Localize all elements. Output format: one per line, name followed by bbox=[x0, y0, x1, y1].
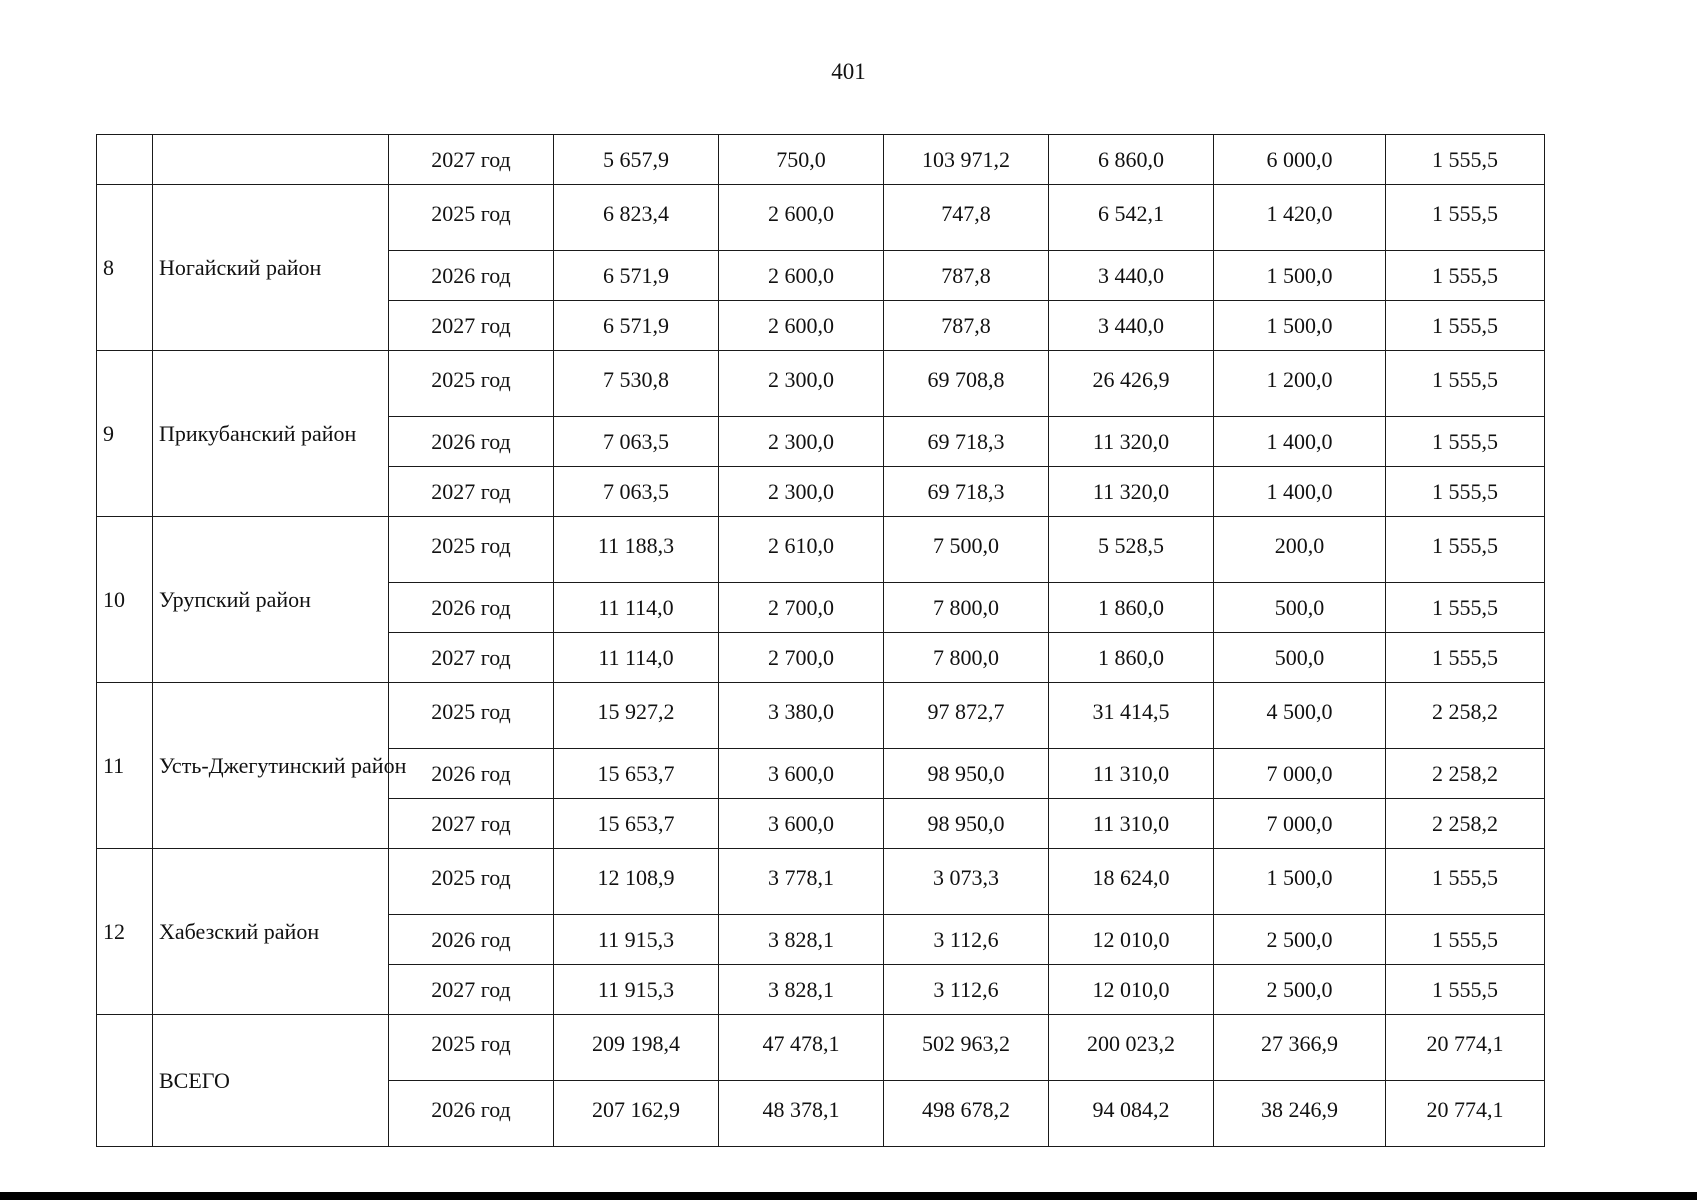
year-cell: 2027 год bbox=[389, 467, 554, 517]
value-cell: 6 860,0 bbox=[1049, 135, 1214, 185]
value-cell: 11 310,0 bbox=[1049, 749, 1214, 799]
year-cell: 2025 год bbox=[389, 517, 554, 583]
district-name-cell: Ногайский район bbox=[153, 185, 389, 351]
value-cell: 750,0 bbox=[719, 135, 884, 185]
value-cell: 27 366,9 bbox=[1214, 1015, 1386, 1081]
value-cell: 1 555,5 bbox=[1386, 517, 1545, 583]
value-cell: 7 063,5 bbox=[554, 467, 719, 517]
value-cell: 3 778,1 bbox=[719, 849, 884, 915]
value-cell: 1 555,5 bbox=[1386, 849, 1545, 915]
value-cell: 2 700,0 bbox=[719, 633, 884, 683]
value-cell: 1 555,5 bbox=[1386, 467, 1545, 517]
value-cell: 1 400,0 bbox=[1214, 467, 1386, 517]
value-cell: 48 378,1 bbox=[719, 1081, 884, 1147]
value-cell: 11 114,0 bbox=[554, 583, 719, 633]
value-cell: 7 500,0 bbox=[884, 517, 1049, 583]
value-cell: 11 188,3 bbox=[554, 517, 719, 583]
value-cell: 2 300,0 bbox=[719, 351, 884, 417]
value-cell: 207 162,9 bbox=[554, 1081, 719, 1147]
value-cell: 1 500,0 bbox=[1214, 251, 1386, 301]
value-cell: 7 530,8 bbox=[554, 351, 719, 417]
value-cell: 6 542,1 bbox=[1049, 185, 1214, 251]
value-cell: 11 114,0 bbox=[554, 633, 719, 683]
value-cell: 1 500,0 bbox=[1214, 301, 1386, 351]
value-cell: 5 528,5 bbox=[1049, 517, 1214, 583]
year-cell: 2025 год bbox=[389, 351, 554, 417]
row-number-cell bbox=[97, 135, 153, 185]
year-cell: 2027 год bbox=[389, 633, 554, 683]
value-cell: 69 708,8 bbox=[884, 351, 1049, 417]
value-cell: 2 600,0 bbox=[719, 301, 884, 351]
year-cell: 2026 год bbox=[389, 583, 554, 633]
value-cell: 1 420,0 bbox=[1214, 185, 1386, 251]
value-cell: 1 400,0 bbox=[1214, 417, 1386, 467]
value-cell: 2 600,0 bbox=[719, 185, 884, 251]
value-cell: 1 555,5 bbox=[1386, 417, 1545, 467]
value-cell: 7 000,0 bbox=[1214, 749, 1386, 799]
value-cell: 98 950,0 bbox=[884, 799, 1049, 849]
row-number-cell: 10 bbox=[97, 517, 153, 683]
value-cell: 3 600,0 bbox=[719, 799, 884, 849]
value-cell: 18 624,0 bbox=[1049, 849, 1214, 915]
table-body bbox=[97, 135, 1545, 1147]
value-cell: 1 860,0 bbox=[1049, 583, 1214, 633]
value-cell: 1 555,5 bbox=[1386, 633, 1545, 683]
value-cell: 15 653,7 bbox=[554, 799, 719, 849]
value-cell: 200 023,2 bbox=[1049, 1015, 1214, 1081]
value-cell: 1 860,0 bbox=[1049, 633, 1214, 683]
value-cell: 787,8 bbox=[884, 301, 1049, 351]
value-cell: 502 963,2 bbox=[884, 1015, 1049, 1081]
value-cell: 1 500,0 bbox=[1214, 849, 1386, 915]
value-cell: 1 555,5 bbox=[1386, 965, 1545, 1015]
value-cell: 7 800,0 bbox=[884, 583, 1049, 633]
value-cell: 4 500,0 bbox=[1214, 683, 1386, 749]
value-cell: 3 380,0 bbox=[719, 683, 884, 749]
value-cell: 3 600,0 bbox=[719, 749, 884, 799]
value-cell: 20 774,1 bbox=[1386, 1015, 1545, 1081]
value-cell: 94 084,2 bbox=[1049, 1081, 1214, 1147]
value-cell: 15 653,7 bbox=[554, 749, 719, 799]
value-cell: 11 310,0 bbox=[1049, 799, 1214, 849]
year-cell: 2025 год bbox=[389, 1015, 554, 1081]
value-cell: 2 700,0 bbox=[719, 583, 884, 633]
row-number-cell: 8 bbox=[97, 185, 153, 351]
value-cell: 103 971,2 bbox=[884, 135, 1049, 185]
value-cell: 2 500,0 bbox=[1214, 915, 1386, 965]
page-number: 401 bbox=[831, 59, 866, 84]
value-cell: 12 010,0 bbox=[1049, 965, 1214, 1015]
year-cell: 2027 год bbox=[389, 799, 554, 849]
value-cell: 98 950,0 bbox=[884, 749, 1049, 799]
value-cell: 2 600,0 bbox=[719, 251, 884, 301]
value-cell: 12 010,0 bbox=[1049, 915, 1214, 965]
value-cell: 1 555,5 bbox=[1386, 351, 1545, 417]
table-row bbox=[97, 185, 1545, 251]
value-cell: 3 828,1 bbox=[719, 965, 884, 1015]
value-cell: 7 000,0 bbox=[1214, 799, 1386, 849]
value-cell: 7 800,0 bbox=[884, 633, 1049, 683]
value-cell: 6 823,4 bbox=[554, 185, 719, 251]
value-cell: 69 718,3 bbox=[884, 417, 1049, 467]
value-cell: 200,0 bbox=[1214, 517, 1386, 583]
table-row bbox=[97, 517, 1545, 583]
value-cell: 3 828,1 bbox=[719, 915, 884, 965]
district-name-cell bbox=[153, 135, 389, 185]
year-cell: 2026 год bbox=[389, 251, 554, 301]
value-cell: 6 000,0 bbox=[1214, 135, 1386, 185]
value-cell: 26 426,9 bbox=[1049, 351, 1214, 417]
year-cell: 2025 год bbox=[389, 849, 554, 915]
value-cell: 1 200,0 bbox=[1214, 351, 1386, 417]
value-cell: 11 320,0 bbox=[1049, 417, 1214, 467]
year-cell: 2026 год bbox=[389, 417, 554, 467]
value-cell: 20 774,1 bbox=[1386, 1081, 1545, 1147]
value-cell: 97 872,7 bbox=[884, 683, 1049, 749]
year-cell: 2025 год bbox=[389, 185, 554, 251]
value-cell: 1 555,5 bbox=[1386, 251, 1545, 301]
value-cell: 12 108,9 bbox=[554, 849, 719, 915]
district-name-cell: Прикубанский район bbox=[153, 351, 389, 517]
value-cell: 31 414,5 bbox=[1049, 683, 1214, 749]
district-name-cell: Хабезский район bbox=[153, 849, 389, 1015]
value-cell: 3 440,0 bbox=[1049, 251, 1214, 301]
value-cell: 3 112,6 bbox=[884, 915, 1049, 965]
table-row bbox=[97, 351, 1545, 417]
row-number-cell: 12 bbox=[97, 849, 153, 1015]
row-number-cell: 11 bbox=[97, 683, 153, 849]
value-cell: 3 112,6 bbox=[884, 965, 1049, 1015]
row-number-cell: 9 bbox=[97, 351, 153, 517]
district-name-cell: Урупский район bbox=[153, 517, 389, 683]
value-cell: 5 657,9 bbox=[554, 135, 719, 185]
value-cell: 787,8 bbox=[884, 251, 1049, 301]
value-cell: 1 555,5 bbox=[1386, 135, 1545, 185]
value-cell: 3 073,3 bbox=[884, 849, 1049, 915]
scan-bottom-edge bbox=[0, 1192, 1697, 1200]
year-cell: 2025 год bbox=[389, 683, 554, 749]
value-cell: 1 555,5 bbox=[1386, 583, 1545, 633]
value-cell: 500,0 bbox=[1214, 633, 1386, 683]
year-cell: 2027 год bbox=[389, 301, 554, 351]
value-cell: 1 555,5 bbox=[1386, 185, 1545, 251]
value-cell: 11 915,3 bbox=[554, 915, 719, 965]
value-cell: 7 063,5 bbox=[554, 417, 719, 467]
value-cell: 6 571,9 bbox=[554, 251, 719, 301]
district-name-cell: Усть-Джегутинский район bbox=[153, 683, 389, 849]
district-name-cell: ВСЕГО bbox=[153, 1015, 389, 1147]
value-cell: 498 678,2 bbox=[884, 1081, 1049, 1147]
value-cell: 2 300,0 bbox=[719, 417, 884, 467]
value-cell: 11 915,3 bbox=[554, 965, 719, 1015]
value-cell: 1 555,5 bbox=[1386, 301, 1545, 351]
value-cell: 500,0 bbox=[1214, 583, 1386, 633]
value-cell: 2 258,2 bbox=[1386, 749, 1545, 799]
table-row bbox=[97, 1015, 1545, 1081]
row-number-cell bbox=[97, 1015, 153, 1147]
value-cell: 2 610,0 bbox=[719, 517, 884, 583]
data-table bbox=[96, 134, 1545, 1147]
table-row bbox=[97, 683, 1545, 749]
year-cell: 2026 год bbox=[389, 749, 554, 799]
value-cell: 11 320,0 bbox=[1049, 467, 1214, 517]
value-cell: 209 198,4 bbox=[554, 1015, 719, 1081]
year-cell: 2026 год bbox=[389, 915, 554, 965]
year-cell: 2027 год bbox=[389, 965, 554, 1015]
value-cell: 38 246,9 bbox=[1214, 1081, 1386, 1147]
value-cell: 2 258,2 bbox=[1386, 799, 1545, 849]
value-cell: 2 500,0 bbox=[1214, 965, 1386, 1015]
year-cell: 2027 год bbox=[389, 135, 554, 185]
value-cell: 6 571,9 bbox=[554, 301, 719, 351]
value-cell: 747,8 bbox=[884, 185, 1049, 251]
value-cell: 1 555,5 bbox=[1386, 915, 1545, 965]
table-row bbox=[97, 135, 1545, 185]
year-cell: 2026 год bbox=[389, 1081, 554, 1147]
value-cell: 69 718,3 bbox=[884, 467, 1049, 517]
value-cell: 15 927,2 bbox=[554, 683, 719, 749]
value-cell: 3 440,0 bbox=[1049, 301, 1214, 351]
table-row bbox=[97, 849, 1545, 915]
value-cell: 2 300,0 bbox=[719, 467, 884, 517]
value-cell: 47 478,1 bbox=[719, 1015, 884, 1081]
value-cell: 2 258,2 bbox=[1386, 683, 1545, 749]
